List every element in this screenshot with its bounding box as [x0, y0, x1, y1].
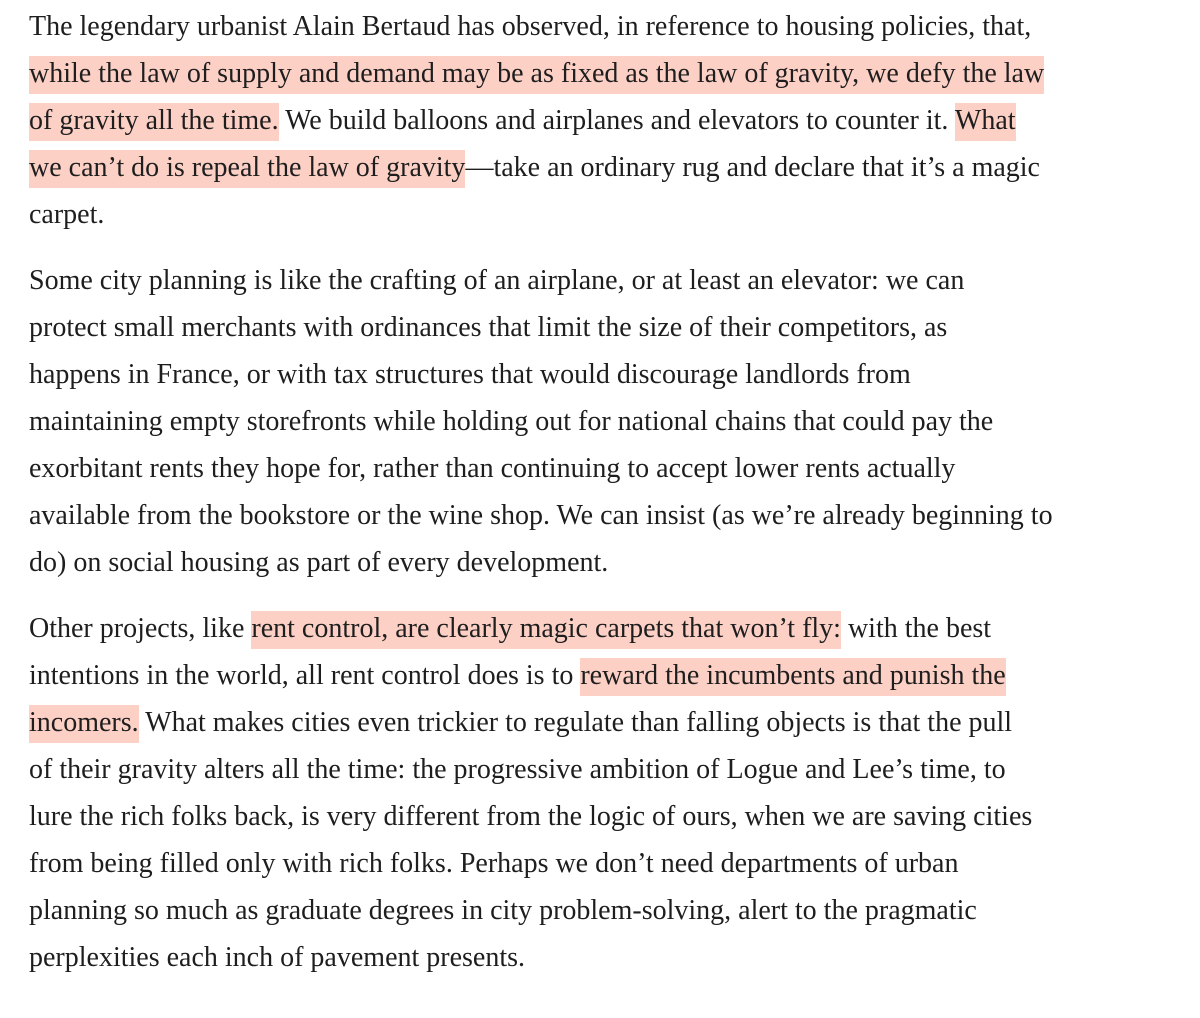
body-text: available from the bookstore or the wine shop. We can insist (as we’re already beginning to — [29, 500, 1053, 531]
highlighted-text: of gravity all the time. — [29, 103, 279, 141]
paragraph — [29, 257, 1179, 586]
highlighted-text: while the law of supply and demand may be as fixed as the law of gravity, we defy the law — [29, 56, 1044, 94]
text-line — [29, 3, 1179, 50]
body-text: protect small merchants with ordinances that limit the size of their competitors, as — [29, 312, 948, 343]
highlighted-text: reward the incumbents and punish the — [580, 658, 1005, 696]
body-text: —take an ordinary rug and declare that it’s a magic — [465, 152, 1040, 183]
body-text: exorbitant rents they hope for, rather than continuing to accept lower rents actually — [29, 453, 956, 484]
body-text: carpet. — [29, 199, 105, 230]
text-line — [29, 144, 1179, 191]
highlighted-text: What — [955, 103, 1016, 141]
text-line — [29, 257, 1179, 304]
text-line — [29, 50, 1179, 97]
paragraph — [29, 3, 1179, 238]
text-line — [29, 191, 1179, 238]
text-line — [29, 398, 1179, 445]
body-text: intentions in the world, all rent control does is to — [29, 660, 581, 691]
body-text: perplexities each inch of pavement presents. — [29, 942, 526, 973]
body-text: with the best — [840, 613, 992, 644]
text-line — [29, 304, 1179, 351]
body-text: The legendary urbanist Alain Bertaud has observed, in reference to housing policies, that, — [29, 11, 1032, 42]
article-excerpt — [29, 3, 1179, 1000]
text-line — [29, 539, 1179, 586]
body-text: from being filled only with rich folks. Perhaps we don’t need departments of urban — [29, 848, 959, 879]
text-line — [29, 934, 1179, 981]
highlighted-text: incomers. — [29, 705, 139, 743]
body-text: What makes cities even trickier to regulate than falling objects is that the pull — [138, 707, 1013, 738]
text-line — [29, 887, 1179, 934]
text-line — [29, 351, 1179, 398]
body-text: happens in France, or with tax structures that would discourage landlords from — [29, 359, 911, 390]
text-line — [29, 746, 1179, 793]
body-text: do) on social housing as part of every development. — [29, 547, 609, 578]
highlighted-text: we can’t do is repeal the law of gravity — [29, 150, 465, 188]
body-text: of their gravity alters all the time: the progressive ambition of Logue and Lee’s time, to — [29, 754, 1006, 785]
text-line — [29, 605, 1179, 652]
text-line — [29, 840, 1179, 887]
body-text: Other projects, like — [29, 613, 252, 644]
text-line — [29, 699, 1179, 746]
body-text: maintaining empty storefronts while holding out for national chains that could pay the — [29, 406, 994, 437]
text-line — [29, 445, 1179, 492]
text-line — [29, 652, 1179, 699]
body-text: Some city planning is like the crafting of an airplane, or at least an elevator: we can — [29, 265, 965, 296]
text-line — [29, 793, 1179, 840]
body-text: lure the rich folks back, is very different from the logic of ours, when we are saving cities — [29, 801, 1033, 832]
paragraph — [29, 605, 1179, 981]
text-line — [29, 97, 1179, 144]
body-text: planning so much as graduate degrees in city problem-solving, alert to the pragmatic — [29, 895, 977, 926]
text-line — [29, 492, 1179, 539]
highlighted-text: rent control, are clearly magic carpets that won’t fly: — [251, 611, 841, 649]
body-text: We build balloons and airplanes and elevators to counter it. — [278, 105, 955, 136]
